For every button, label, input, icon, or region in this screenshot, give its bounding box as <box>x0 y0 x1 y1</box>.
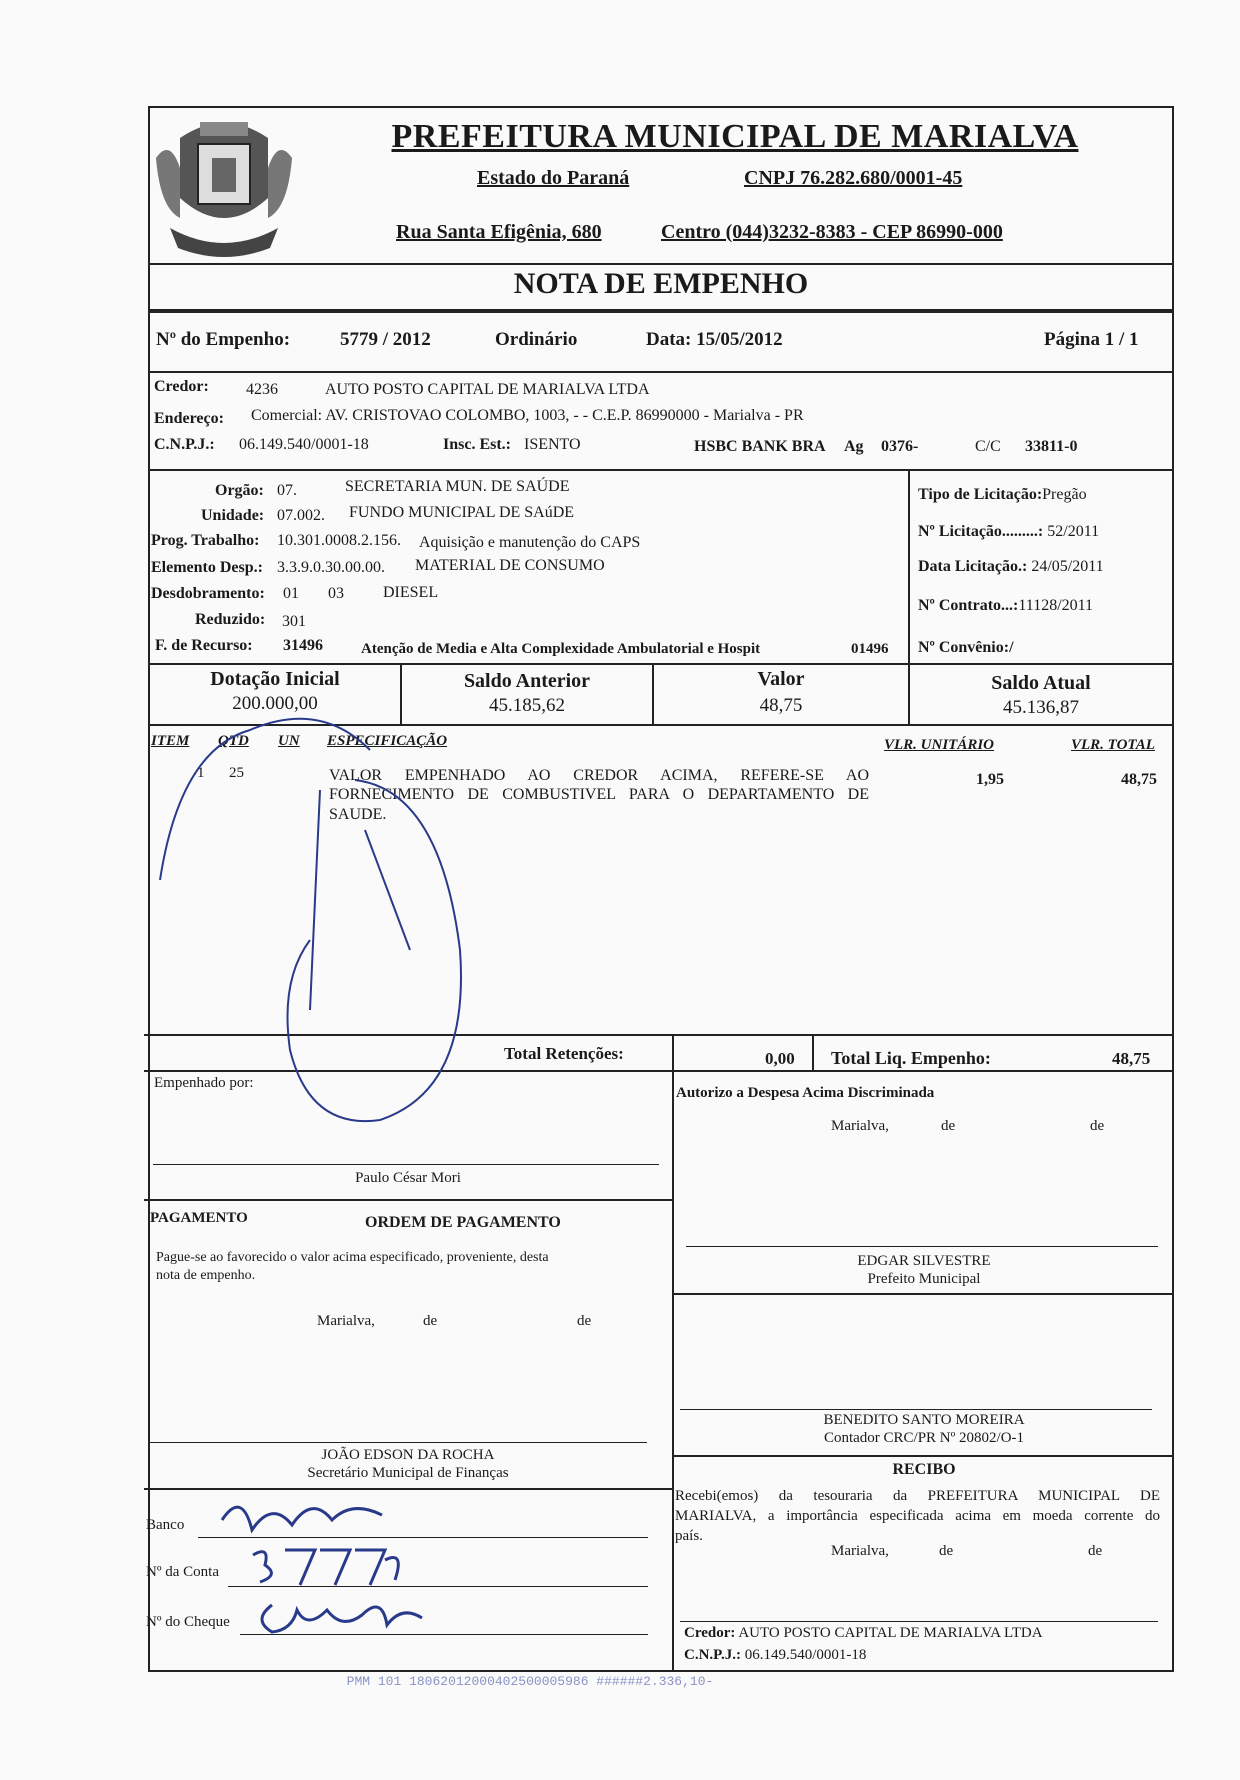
elemento-code: 3.3.9.0.30.00.00. <box>277 559 385 576</box>
retencoes-label: Total Retenções: <box>504 1044 624 1063</box>
recibo-credor-label: Credor: <box>684 1625 736 1641</box>
elemento-name: MATERIAL DE CONSUMO <box>415 557 605 574</box>
cheque-label: Nº do Cheque <box>146 1614 230 1630</box>
recurso-label: F. de Recurso: <box>155 637 253 654</box>
prog-code: 10.301.0008.2.156. <box>277 532 401 549</box>
agency-label: Ag <box>844 438 864 455</box>
credor-code: 4236 <box>246 381 278 398</box>
document-title: NOTA DE EMPENHO <box>513 267 809 300</box>
unidade-code: 07.002. <box>277 507 325 524</box>
licitacao-data-value: 24/05/2011 <box>1031 558 1104 575</box>
desdobramento-name: DIESEL <box>383 584 439 601</box>
insc-value: ISENTO <box>524 436 581 453</box>
liquido-label: Total Liq. Empenho: <box>831 1048 991 1068</box>
desdobramento-b: 03 <box>328 585 344 602</box>
prefeito-name: EDGAR SILVESTRE <box>857 1253 991 1269</box>
prog-name: Aquisição e manutenção do CAPS <box>419 534 641 551</box>
autorizo-de-1: de <box>941 1118 956 1134</box>
orgao-name: SECRETARIA MUN. DE SAÚDE <box>345 478 570 495</box>
empenho-number: 5779 / 2012 <box>340 329 431 350</box>
conta-label: Nº da Conta <box>146 1564 219 1580</box>
contrato-label: Nº Contrato...: <box>918 597 1019 614</box>
cnpj-label: C.N.P.J.: <box>154 436 215 453</box>
row-item: 1 <box>197 765 205 781</box>
row-spec-line2: FORNECIMENTO DE COMBUSTIVEL PARA O DEPARTAMENTO DE <box>329 786 869 803</box>
cheque-handwriting <box>252 1590 442 1640</box>
page-number: Página 1 / 1 <box>1044 329 1139 350</box>
contador-name: BENEDITO SANTO MOREIRA <box>823 1412 1025 1428</box>
col-item-header: ITEM <box>151 733 190 749</box>
empenhado-label: Empenhado por: <box>154 1075 254 1091</box>
col-total-header: VLR. TOTAL <box>1071 737 1155 753</box>
col-qtd-header: QTD <box>218 733 249 749</box>
desdobramento-a: 01 <box>283 585 299 602</box>
elemento-label: Elemento Desp.: <box>151 559 263 576</box>
contrato-value: 11128/2011 <box>1018 597 1094 614</box>
col-spec-header: ESPECIFICAÇÃO <box>327 733 448 749</box>
unidade-name: FUNDO MUNICIPAL DE SAúDE <box>349 504 575 521</box>
pagamento-text-line1: Pague-se ao favorecido o valor acima especificado, proveniente, desta <box>156 1250 549 1265</box>
dotacao-value: 200.000,00 <box>232 693 318 714</box>
row-total-value: 48,75 <box>1121 771 1157 788</box>
recurso-name: Atenção de Media e Alta Complexidade Ambulatorial e Hospit <box>361 641 761 657</box>
agency-number: 0376- <box>881 438 919 455</box>
recurso-code2: 01496 <box>851 641 889 657</box>
state-name: Estado do Paraná <box>477 167 630 189</box>
credor-name: AUTO POSTO CAPITAL DE MARIALVA LTDA <box>325 381 650 398</box>
liquido-value: 48,75 <box>1112 1049 1151 1068</box>
banco-handwriting <box>212 1490 412 1540</box>
autorizo-de-2: de <box>1090 1118 1105 1134</box>
prefeito-title: Prefeito Municipal <box>867 1271 981 1287</box>
autorizo-place: Marialva, <box>831 1118 889 1134</box>
col-un-header: UN <box>278 733 300 749</box>
licitacao-numero-value: 52/2011 <box>1047 523 1100 540</box>
credor-address: Comercial: AV. CRISTOVAO COLOMBO, 1003, - - C.E.P. 86990000 - Marialva - PR <box>251 407 804 424</box>
autorizo-text: Autorizo a Despesa Acima Discriminada <box>676 1085 935 1101</box>
licitacao-tipo-value: Pregão <box>1042 486 1087 503</box>
signature-scribble <box>140 690 480 1170</box>
secretario-title: Secretário Municipal de Finanças <box>307 1465 509 1481</box>
pagamento-de-2: de <box>577 1313 592 1329</box>
municipality-title: PREFEITURA MUNICIPAL DE MARIALVA <box>391 118 1079 155</box>
bank-name: HSBC BANK BRA <box>694 438 826 455</box>
row-qtd: 25 <box>229 765 244 781</box>
recibo-cnpj: 06.149.540/0001-18 <box>744 1647 867 1663</box>
credor-label: Credor: <box>154 378 209 395</box>
conta-handwriting <box>245 1540 425 1590</box>
coat-of-arms-icon <box>150 108 298 262</box>
recibo-text-line3: país. <box>675 1528 703 1544</box>
valor-value: 48,75 <box>759 695 803 716</box>
recibo-de-1: de <box>939 1543 954 1559</box>
insc-label: Insc. Est.: <box>443 436 512 453</box>
ordem-pagamento-title: ORDEM DE PAGAMENTO <box>365 1214 561 1231</box>
saldo-atual-label: Saldo Atual <box>991 672 1091 694</box>
endereco-label: Endereço: <box>154 410 224 427</box>
saldo-atual-value: 45.136,87 <box>1003 697 1079 718</box>
col-unit-header: VLR. UNITÁRIO <box>884 737 995 753</box>
licitacao-tipo-label: Tipo de Licitação: <box>918 486 1043 503</box>
recibo-credor-name: AUTO POSTO CAPITAL DE MARIALVA LTDA <box>738 1625 1043 1641</box>
municipality-contact: Centro (044)3232-8383 - CEP 86990-000 <box>661 221 1003 243</box>
footer-code: PMM 101 18062012000402500005986 ######2.336,10- <box>346 1674 714 1689</box>
pagamento-title: PAGAMENTO <box>150 1210 248 1226</box>
municipality-address: Rua Santa Efigênia, 680 <box>396 221 602 243</box>
recurso-code: 31496 <box>283 637 323 654</box>
empenho-type: Ordinário <box>495 329 578 350</box>
dotacao-label: Dotação Inicial <box>210 668 340 690</box>
empenhado-name: Paulo César Mori <box>355 1170 461 1186</box>
orgao-label: Orgão: <box>215 482 264 499</box>
convenio-label: Nº Convênio:/ <box>918 639 1014 656</box>
pagamento-text-line2: nota de empenho. <box>156 1268 256 1283</box>
desdobramento-label: Desdobramento: <box>151 585 265 602</box>
credor-cnpj: 06.149.540/0001-18 <box>239 436 369 453</box>
licitacao-numero-label: Nº Licitação.........: <box>918 523 1044 540</box>
row-unit-value: 1,95 <box>976 771 1004 788</box>
row-spec-line3: SAUDE. <box>329 806 387 823</box>
reduzido-label: Reduzido: <box>195 611 266 628</box>
recibo-text-line1: Recebi(emos) da tesouraria da PREFEITURA MUNICIPAL DE <box>675 1488 1160 1504</box>
pagamento-de-1: de <box>423 1313 438 1329</box>
account-number: 33811-0 <box>1025 438 1078 455</box>
row-spec-line1: VALOR EMPENHADO AO CREDOR ACIMA, REFERE-SE AO <box>329 767 869 784</box>
empenho-number-label: Nº do Empenho: <box>156 329 291 350</box>
prog-label: Prog. Trabalho: <box>151 532 260 549</box>
empenho-date: Data: 15/05/2012 <box>646 329 783 350</box>
retencoes-value: 0,00 <box>765 1049 795 1068</box>
recibo-de-2: de <box>1088 1543 1103 1559</box>
banco-label: Banco <box>146 1517 185 1533</box>
saldo-anterior-label: Saldo Anterior <box>463 670 591 692</box>
saldo-anterior-value: 45.185,62 <box>489 695 565 716</box>
licitacao-data-label: Data Licitação.: <box>918 558 1028 575</box>
recibo-text-line2: MARIALVA, a importância especificada acima em moeda corrente do <box>675 1508 1160 1524</box>
recibo-cnpj-label: C.N.P.J.: <box>684 1647 741 1663</box>
orgao-code: 07. <box>277 482 297 499</box>
municipality-cnpj: CNPJ 76.282.680/0001-45 <box>744 167 963 189</box>
reduzido-value: 301 <box>282 613 306 630</box>
account-label: C/C <box>975 438 1001 455</box>
secretario-name: JOÃO EDSON DA ROCHA <box>321 1447 495 1463</box>
contador-title: Contador CRC/PR Nº 20802/O-1 <box>823 1430 1025 1446</box>
pagamento-place: Marialva, <box>317 1313 375 1329</box>
recibo-title: RECIBO <box>892 1461 956 1478</box>
recibo-place: Marialva, <box>831 1543 889 1559</box>
unidade-label: Unidade: <box>201 507 265 524</box>
valor-label: Valor <box>757 668 805 690</box>
